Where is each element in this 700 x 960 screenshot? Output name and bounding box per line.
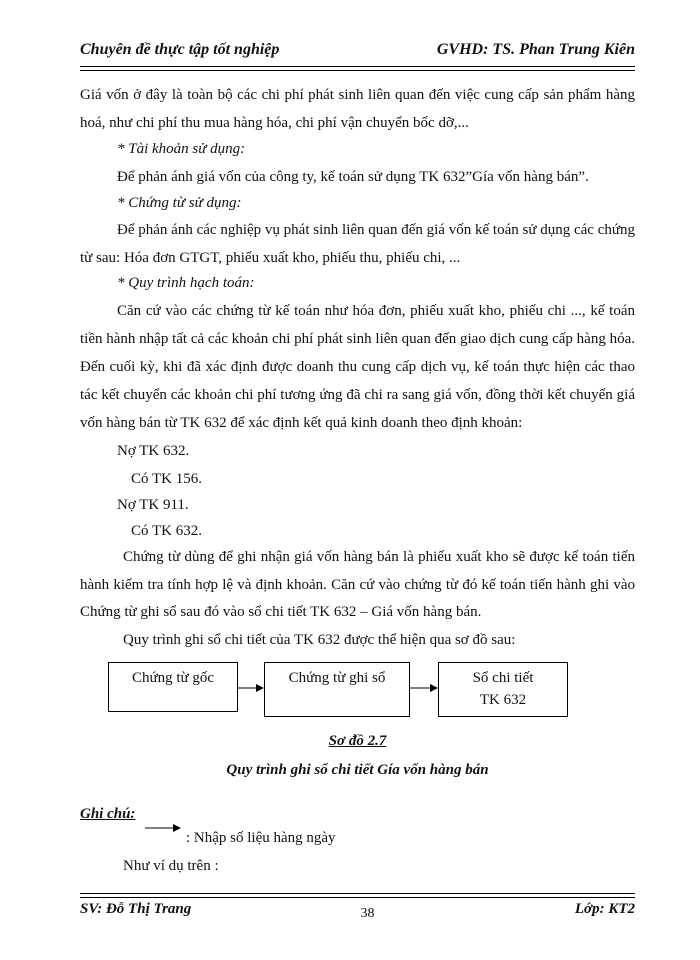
- paragraph-line: Để phản ánh các nghiệp vụ phát sinh liên quan đến giá vốn kế toán sử dụng các chứng: [117, 222, 635, 238]
- legend-arrow-label: : Nhập số liệu hàng ngày: [186, 830, 336, 846]
- journal-entry-debit: Nợ TK 911.: [117, 497, 189, 513]
- footer-class: Lớp: KT2: [574, 901, 635, 917]
- paragraph-line: tác kết chuyển các khoản chi phí tương ứng đã chi ra sang giá vốn, đồng thời kết chuyển giá: [80, 387, 635, 403]
- paragraph-line: Quy trình ghi sổ chi tiết của TK 632 được thể hiện qua sơ đồ sau:: [123, 632, 516, 648]
- example-line: Như ví dụ trên :: [123, 858, 219, 874]
- header-report-title: Chuyên đề thực tập tốt nghiệp: [80, 41, 280, 58]
- diagram-number: Sơ đồ 2.7: [328, 733, 387, 749]
- section-heading-documents: * Chứng từ sử dụng:: [117, 195, 242, 211]
- paragraph-line: Giá vốn ở đây là toàn bộ các chi phí phát sinh liên quan đến việc cung cấp sản phẩm hàng: [80, 87, 635, 103]
- box-label: Chứng từ ghi sổ: [288, 670, 386, 686]
- paragraph-line: tiền hành nhập tất cả các khoản chi phí phát sinh liên quan đến giao dịch cung cấp hàng hóa.: [80, 331, 635, 347]
- diagram-title: Quy trình ghi sổ chi tiết Gía vốn hàng bán: [226, 762, 489, 778]
- footer-rule: [80, 893, 635, 898]
- paragraph-line: từ sau: Hóa đơn GTGT, phiếu xuất kho, phiếu thu, phiếu chi, ...: [80, 250, 461, 266]
- notes-heading: Ghi chú:: [80, 806, 136, 822]
- paragraph-line: vốn hàng bán từ TK 632 để xác định kết quả kinh doanh theo định khoản:: [80, 415, 523, 431]
- paragraph-line: Chứng từ ghi sổ sau đó vào sổ chi tiết TK 632 – Giá vốn hàng bán.: [80, 604, 482, 620]
- box-label: Chứng từ gốc: [131, 670, 215, 686]
- paragraph-line: Để phản ánh giá vốn của công ty, kế toán sử dụng TK 632”Gía vốn hàng bán”.: [117, 169, 589, 185]
- journal-entry-debit: Nợ TK 632.: [117, 443, 190, 459]
- page-number: 38: [360, 906, 375, 921]
- section-heading-account: * Tài khoản sử dụng:: [117, 141, 246, 157]
- paragraph-line: Chứng từ dùng để ghi nhận giá vốn hàng bán là phiếu xuất kho sẽ được kế toán tiến: [123, 549, 635, 565]
- section-heading-process: * Quy trình hạch toán:: [117, 275, 255, 291]
- paragraph-line: hành kiểm tra tính hợp lệ và định khoản. Căn cứ vào chứng từ đó kế toán tiến hành ghi vào: [80, 577, 635, 593]
- journal-entry-credit: Có TK 156.: [131, 471, 202, 487]
- box-label: TK 632: [479, 692, 527, 708]
- paragraph-line: Căn cứ vào các chứng từ kế toán như hóa đơn, phiếu xuất kho, phiếu chi ..., kế toán: [117, 303, 635, 319]
- box-label: Sổ chi tiết: [472, 670, 534, 686]
- footer-student: SV: Đỗ Thị Trang: [80, 901, 192, 917]
- journal-entry-credit: Có TK 632.: [131, 523, 202, 539]
- header-advisor: GVHD: TS. Phan Trung Kiên: [436, 41, 635, 58]
- paragraph-line: hoá, như chi phí thu mua hàng hóa, chi phí vận chuyển bốc dỡ,...: [80, 115, 469, 131]
- paragraph-line: Đến cuối kỳ, khi đã xác định được doanh thu cung cấp dịch vụ, kế toán thực hiện các thao: [80, 359, 635, 375]
